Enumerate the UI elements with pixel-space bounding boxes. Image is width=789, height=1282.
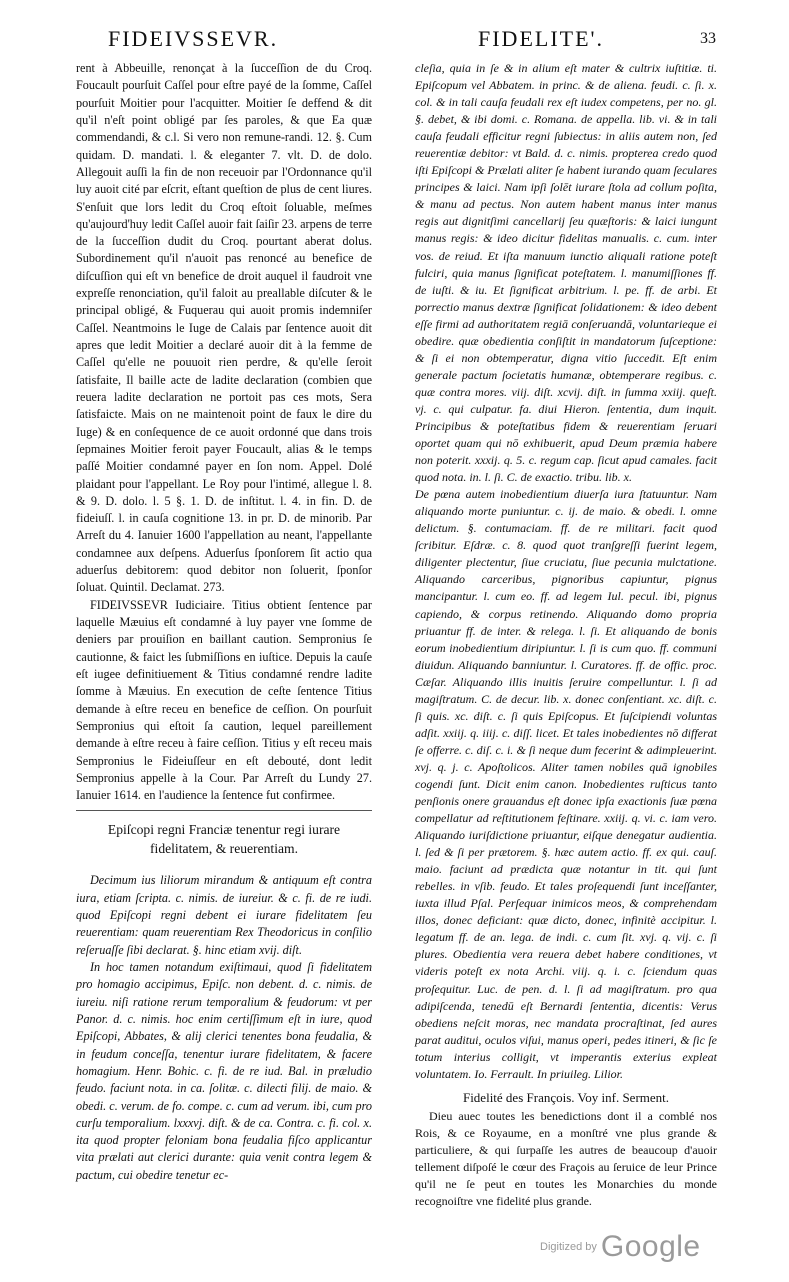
fidelite-subheading: Fidelité des François. Voy inf. Serment. xyxy=(462,1089,670,1105)
latin-paragraph-decimum: Decimum ius liliorum mirandum & antiquum eſt contra iura, etiam ſcripta. c. nimis. de iureiur. & c. fi. de re iudi. quod Epiſcopi regni debent ei iurare fidelitatem ſeu reuerentiam: quam reuerentiam Rex Theodoricus in conſilio reſeruaſſe ſibi declarat. §. hinc etiam xvij. diſt. xyxy=(76,873,372,957)
fideiusseur-paragraph-continued: rent à Abbeuille, renonçat à la ſucceſſion de du Croq. Foucault pourſuit Caſſel pour eſtre payé de la ſomme, Caſſel pourſuit Moitier pour l'acquitter. Moitier ſe deffend & dit qu'il n'eſt point obligé par ſes paroles, & que Ea quæ commendandi, & c.l. Si vero non remune-randi. 12. §. Cum quidam. D. mandati. l. & eleganter 7. vlt. D. de dolo. Allegouit auſſi la fin de non receuoir par l'Ordonnance qu'il luy auoit cité par eſcrit, eſtant queſtion de plus de cent liures. S'enſuit que lors ledit du Croq eſtoit ſoluable, meſmes qu'aujourd'huy ledit Caſſel auoir fait ſaiſir 23. arpens de terre de la ſucceſſion dudit du Croq. pourtant aberat dolus. Subordinement qu'il n'auoit pas renoncé au benefice de diſcuſſion qui eſt vn benefice de droit auquel il faudroit vne expreſſe renonciation, qu'il faloit au preallable diſcuter & le principal obligé, & Fuquerau qui auoit promis indemniſer Caſſel. Neantmoins le Iuge de Calais par ſentence auoit dit apres que ledit Moitier a declaré auoir dit à la femme de Caſſel qu'elle ne pouuoit rien perdre, & qu'elle ſeroit ſatisfaite, Il baille acte de ladite declaration (combien que reuera ladite declaration ne portoit pas ces mots, Sera ſatisfaicte. Mais on ne maintenoit point de faux le dire du Iuge) & en conſequence de ce auoit ordonné que dans trois ſepmaines Moitier feroit payer Foucault, alias & le temps paſſé Moitier condamné payer en ſon nom. Appel. Dolé plaidant pour l'appellant. Le Roy pour l'intimé, allegue l. 8. & 9. D. dolo. l. 5 §. 1. D. de inſtitut. l. 4. in fin. D. de fideiuſſ. l. in cauſa cognitione 13. in pr. D. de minorib. Par Arreſt du 4. Ianuier 1600 l'appellation au neant, l'appellante condamnee aux deſpens. Aduerſus ſponſorem ſit actio qua aduerſus debitorem: quod debitor non ſoluerit, ſponſor ſoluat. Quintil. Declamat. 273. xyxy=(76,61,372,595)
section-divider xyxy=(76,810,372,811)
left-column xyxy=(76,60,372,1184)
google-logo: Google xyxy=(600,1230,701,1263)
fideiusseur-iudiciaire-paragraph: FIDEIVSSEVR Iudiciaire. Titius obtient ſentence par laquelle Mæuius eſt condamné à luy payer vne ſomme de deniers par prouiſion en baillant caution. Sempronius ſe cautionne, & faict les ſubmiſſions en iuſtice. Depuis la cauſe eſt iugee definitiuement & Titius condamné rendre ladite ſomme à Mæuius. En execution de ceſte ſentence Titius demande à eſtre receu en benefice de ceſſion. On pourſuit Sempronius qui eſtoit ſa caution, lequel pareillement demande à eſtre receu à faire ceſſion. Titius y eſt receu mais Sempronius le Fideiuſſeur en eſt debouté, dont ledit Sempronius appelle à la Cour. Par Arreſt du Lundy 27. Ianuier 1614. en l'audience la ſentence fut confirmee. xyxy=(76,597,372,803)
page-number: 33 xyxy=(700,30,716,47)
latin-paragraph-continued: cleſia, quia in ſe & in alium eſt mater & cultrix iuſtitiæ. ti. Epiſcopum vel Abbatem. in princ. & de aliena. feudi. c. ſi. x. col. & in tali cauſa feudali rex eſt iudex competens, per no. gl. §. debet, & ibi domi. c. Romana. de appella. lib. vi. & in tali cauſa feudali efficitur regni ſubiectus: in aliis autem non, ſed reuerentiæ debitor: vt Bald. d. c. nimis. propterea credo quod iſti Epiſcopi & Prælati aliter ſe habent iurando quam ſeculares principes & laici. Nam ipſi ſolēt iurare ſtola ad collum poſita, & manu ad pectus. Non autem habent manus inter manus regis aut dignitſimi cancellarij ſeu quæſtoris: & laici iungunt manus regis: & ideo dicitur fidelitas manualis. c. cum. inter vos. de reiud. Et iſta manuum iunctio aliquali ratione poteſt fulciri, quia manus ſignificat poteſtatem. l. manumiſſiones ff. de iuſti. & iu. Et ſignificat arbitrium. l. pe. ff. de arbi. Et porrectio manus dextræ ſignificat ſolidationem: & ideo debent eſſe firmi ad authoritatem regiā conſeruandā, voluntarieque ei obedire. quæ obedientia conſiſtit in mandatorum ſuſceptione: & ſi ei non obtemperatur, digna vitio ſuccedit. Eſt enim generale pactum ſocietatis humanæ, obtemperare regibus. c. quæ contra mores. viij. diſt. xcvij. diſt. in ſumma xxiij. queſt. vj. c. qui culpatur. fa. diui Hieron. ſententia, dum inquit. Principibus & poteſtatibus fidem & reuerentiam ſeruari oportet quam qui nō exhibuerit, apud Deum præmia habere non poterit. xxxij. q. 5. c. regum cap. ſicut apud camales. facit quod nota. in. l. ſi. C. de exactio. tribu. lib. x. xyxy=(415,61,717,485)
latin-paragraph-in-hoc: In hoc tamen notandum exiſtimaui, quod ſi fidelitatem pro homagio accipimus, Epiſc. non debent. d. c. nimis. de iureiu. niſi ratione rerum temporalium & feudorum: vt per Panor. d. c. nimis. hoc enim certiſſimum eſt in iure, quod Epiſcopi, Abbates, & alij clerici tenentes bona feudalia, & in feudum conceſſa, tenentur iurare fidelitatem, & facere homagium. Henr. Bohic. c. fi. de re iud. Bal. in præludio feudo. faciunt nota. in ca. ſolitæ. c. dilecti filij. de maio. & obedi. c. verum. de fo. compe. c. cum ad verum. ibi, cum pro curſu temporalium. lxxxvj. diſt. & de ca. Contra. c. fi. col. x. ita quod propter feloniam bona feudalia fiſco applicantur vita prælati aut clerici durante: quia venit contra legem & pactum, cui obedire tenetur ec- xyxy=(76,960,372,1182)
fidelite-paragraph: Dieu auec toutes les benedictions dont il a comblé nos Rois, & ce Royaume, en a monſtré vne plus grande & particuliere, & qui ſurpaſſe les autres de beaucoup d'auoir tellement diſpoſé le cœur des Fraçois au ſeruice de leur Prince qu'il ne ſe peut en toutes les Monarchies du monde recognoiſtre vne fidelité plus grande. xyxy=(415,1108,717,1209)
latin-paragraph-de-poena: De pœna autem inobedientium diuerſa iura ſtatuuntur. Nam aliquando morte puniuntur. c. ij. de maio. & obedi. l. omne delictum. §. contumaciam. ff. de re militari. facit quod ſcribitur. Eſdræ. c. 8. quod quot tranſgreſſi fuerint legem, diligenter plectentur, ſiue cruciatu, ſiue pecunia mulctatione. Aliquando carceribus, pignoribus capiuntur, pignus mancipantur. l. cum eo. ff. ad legem Iul. pecul. ibi, pignus capiendo, & corpus retinendo. Aliquando domo propria priuantur ff. de inter. & relega. l. ſi. Et aliquando de bonis eorum inobedientium diripiuntur. l. ſi is cum quo. ff. communi diuidun. Aliquando banniuntur. l. Curatores. ff. de offic. proc. Cæſar. Aliquando illis inuitis ſeruire compelluntur. l. ſi ad magiſtratum. C. de decur. lib. x. donec conſentiant. xc. diſt. c. ſi quis. xc. diſt. c. ſi quis Epiſcopus. Et ſuſcipiendi voluntas adſit. xxiij. q. iiij. c. diſſ. licet. Et tales inobedientes nō differat ſe offerre. c. diſ. c. i. & ſi neque dum fecerint & adimpleuerint. xvj. q. j. c. Apoſtolicos. Aliter tamen nobiles quā ignobiles cogendi ſunt. Dicit enim canon. Inobedientes ruſticus tanto penſionis onere grauandus eſt donec ipſa exactionis ſuæ pœna compellatur ad reſtitutionem feſtinare. xxiij. q. vi. c. iam vero. Aliquando iuriſdictione priuantur, eiſque denegatur audientia. l. ſed & ſi per prætorem. §. hæc autem actio. ff. ex qui. cauſ. maio. faciunt ad prædicta quæ notantur in tit. qui ſunt rebelles. in vſib. feudo. Et tales proſequendi ſunt inceſſanter, iuxta illud Pſal. Perſequar inimicos meos, & comprehendam illos, donec deficiant: quæ dicto, donec, infinitè accipitur. l. legatum ff. de an. lega. de indi. c. cum ſit. xvj. q. vij. c. ſi plures. Obedientia vera reuera debet habere conditiones, vt videris poteſt ex nota Archi. viij. q. i. c. ſciendum quas proſequitur. Luc. de pen. d. l. ſi ad magiſtratum. pro qua adipiſcenda, tenedū eſt Bernardi ſententia, dicentis: Verus obediens neſcit moras, nec mandata procraſtinat, ſed aures parat auditui, oculos viſui, manus operi, pedes itineri, & ſic ſe totum interius colligit, vt imperantis exterius expleat voluntatem. Io. Ferrault. In priuileg. Lilior. xyxy=(415,487,717,1081)
section-heading: Epiſcopi regni Franciæ tenentur regi iurare fidelitatem, & reuerentiam. xyxy=(107,822,341,857)
running-header-right: FIDELITE'. xyxy=(478,26,604,51)
digitization-watermark xyxy=(540,1230,701,1264)
running-header-left: FIDEIVSSEVR. xyxy=(108,26,279,51)
right-column xyxy=(415,60,717,1210)
watermark-prefix: Digitized by xyxy=(540,1241,597,1253)
